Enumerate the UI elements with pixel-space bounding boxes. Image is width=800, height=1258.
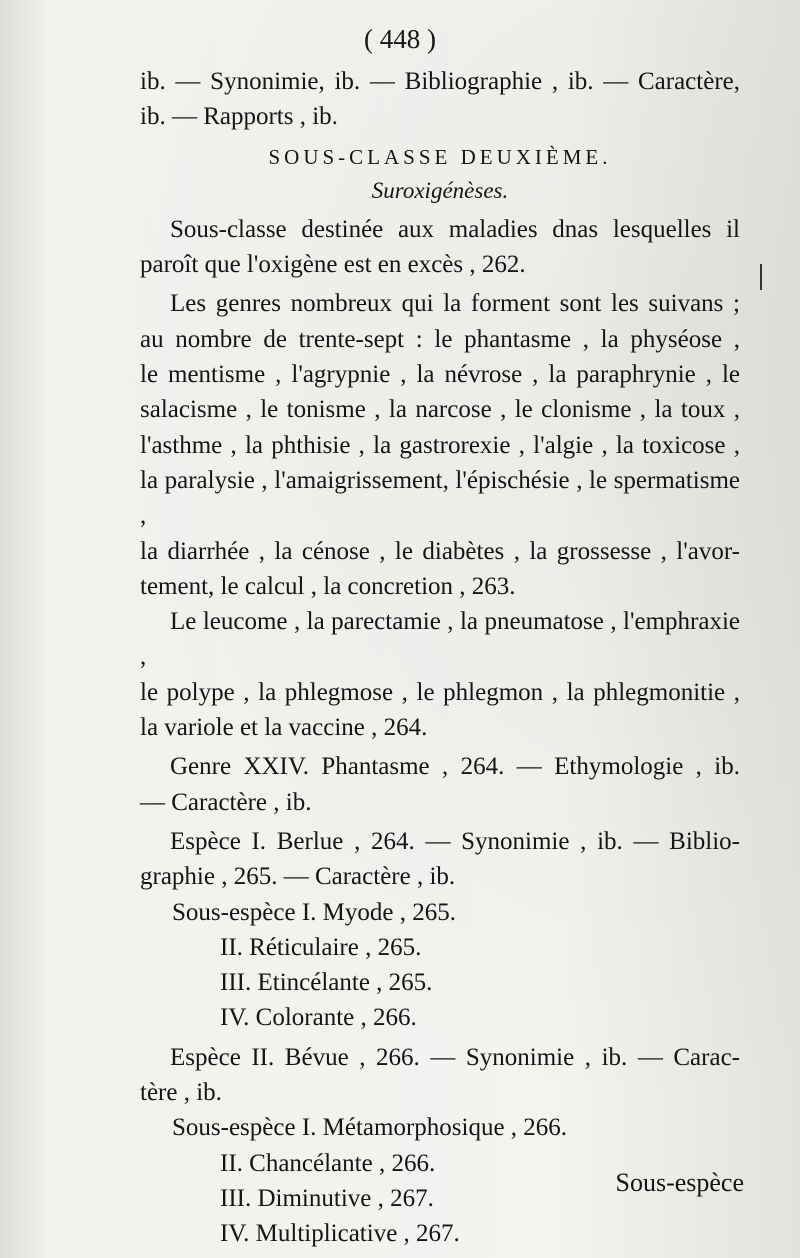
text-line: ib. — Rapports , ib. [140, 103, 338, 131]
text-line: au nombre de trente-sept : le phantasme , la physéose , [140, 325, 740, 353]
text-line: Espèce I. Berlue , 264. — Synonimie , ib. — Biblio- [170, 827, 740, 855]
text-line: ib. — Synonimie, ib. — Bibliographie , ib. — Caractère, [140, 68, 740, 95]
list-item: Sous-espèce I. Myode , 265. [172, 898, 456, 926]
list-item: III. Diminutive , 267. [220, 1184, 434, 1212]
sous-espece-list-1 [140, 895, 740, 1036]
text-line: l'asthme , la phthisie , la gastrorexie , l'algie , la toxicose , [140, 431, 740, 459]
list-item: IV. Colorante , 266. [220, 1004, 417, 1032]
text-line: la diarrhée , la cénose , le diabètes , la grossesse , l'avor- [140, 537, 740, 565]
paragraph-intro [140, 212, 740, 283]
text-line: Sous-classe destinée aux maladies dnas lesquelles il [170, 215, 740, 243]
section-subheading: Suroxigénèses. [371, 177, 509, 203]
paragraph-genres-continued [140, 604, 740, 745]
list-item: II. Chancélante , 266. [220, 1149, 436, 1177]
text-line: tement, le calcul , la concretion , 263. [140, 572, 516, 600]
paragraph-genres [140, 286, 740, 604]
text-line: salacisme , le tonisme , la narcose , le clonisme , la toux , [140, 396, 740, 424]
text-line: la variole et la vaccine , 264. [140, 714, 428, 742]
text-line: paroît que l'oxigène est en excès , 262. [140, 251, 526, 279]
text-line: le mentisme , l'agrypnie , la névrose , la paraphrynie , le [140, 361, 740, 389]
catchword: Sous-espèce [615, 1168, 744, 1197]
text-line: le polype , la phlegmose , le phlegmon , la phlegmonitie , [140, 678, 740, 706]
list-item: IV. Multiplicative , 267. [220, 1220, 460, 1248]
text-line: graphie , 265. — Caractère , ib. [140, 863, 456, 891]
text-line: tère , ib. [140, 1079, 222, 1107]
text-line: Le leucome , la parectamie , la pneumatose , l'emphraxie , [140, 608, 740, 671]
text-line: Espèce II. Bévue , 266. — Synonimie , ib. — Carac- [170, 1043, 740, 1071]
page-number: ( 448 ) [364, 24, 436, 54]
text-line: la paralysie , l'amaigrissement, l'épischésie , le spermatisme , [140, 466, 740, 530]
text-line: Genre XXIV. Phantasme , 264. — Ethymologie , ib. [170, 753, 740, 781]
list-item: Sous-espèce I. Métamorphosique , 266. [172, 1114, 568, 1142]
espece-entry-1 [140, 824, 740, 895]
espece-entry-2 [140, 1040, 740, 1111]
section-heading: SOUS-CLASSE DEUXIÈME. [268, 144, 612, 169]
page-content [140, 64, 740, 1252]
margin-mark [760, 264, 762, 290]
list-item: III. Etincélante , 265. [220, 969, 433, 997]
text-line: — Caractère , ib. [140, 788, 312, 816]
text-line: Les genres nombreux qui la forment sont les suivans ; [170, 290, 740, 318]
list-item: II. Réticulaire , 265. [220, 933, 422, 961]
genre-entry [140, 749, 740, 820]
